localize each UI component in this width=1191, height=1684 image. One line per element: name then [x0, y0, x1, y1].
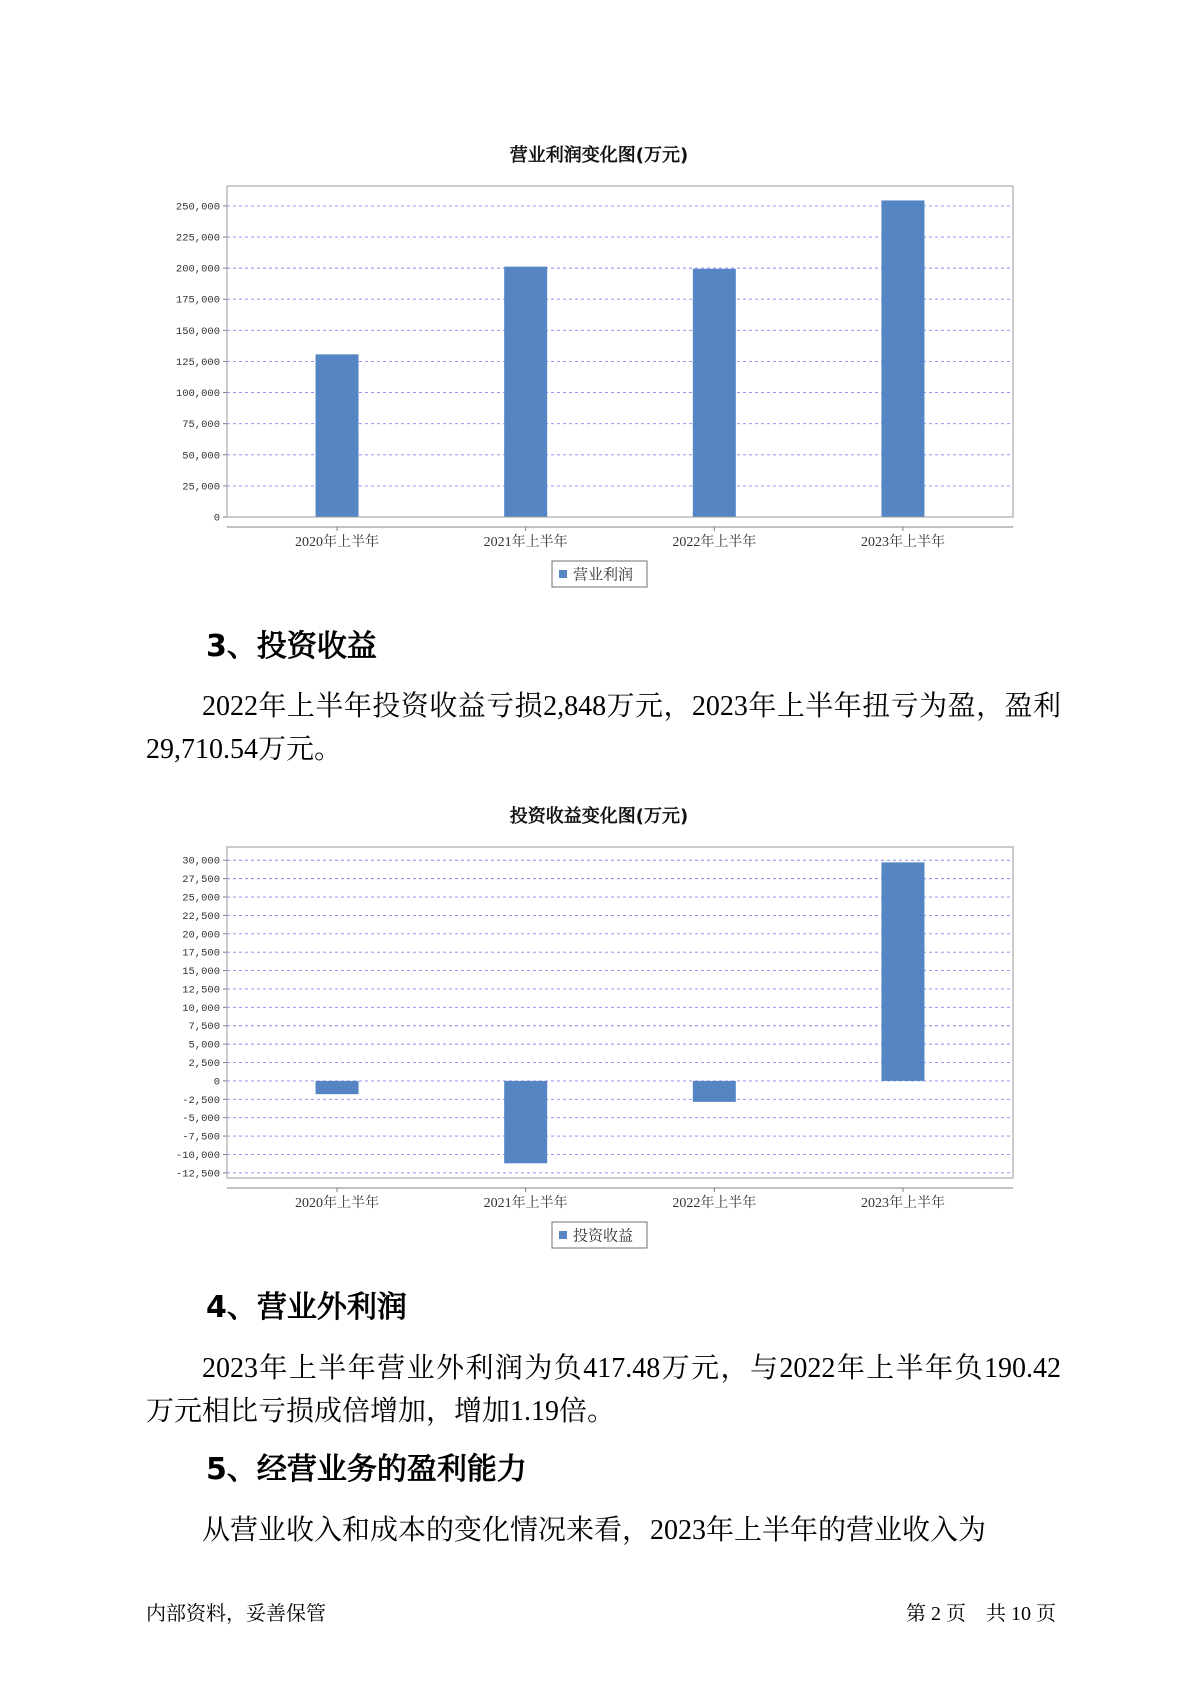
y-tick-label: 2,500: [188, 1058, 220, 1071]
y-tick-label: 5,000: [188, 1039, 220, 1052]
legend-swatch: [559, 570, 567, 578]
y-tick-label: 100,000: [175, 388, 220, 401]
y-tick-label: 22,500: [182, 910, 220, 923]
legend-swatch: [559, 1231, 567, 1239]
y-tick-label: 150,000: [175, 325, 220, 338]
y-tick-label: -12,500: [175, 1168, 220, 1181]
legend-label: 营业利润: [573, 567, 634, 584]
chart2-bar-3: [693, 1081, 736, 1102]
paragraph-line: 29,710.54万元。: [146, 734, 343, 765]
chart1-bar-4: [881, 200, 924, 517]
section-paragraph: [146, 1347, 1061, 1433]
y-tick-label: -10,000: [175, 1149, 220, 1162]
y-tick-label: 20,000: [182, 929, 220, 942]
operating-profit-chart: [0, 130, 1191, 600]
y-tick-label: 225,000: [175, 232, 220, 245]
x-tick-label: 2020年上半年: [295, 1196, 380, 1211]
chart1-bar-2: [504, 267, 547, 517]
y-tick-label: 0: [213, 1076, 220, 1089]
section-heading: 5、经营业务的盈利能力: [206, 1452, 527, 1487]
y-tick-label: 75,000: [182, 419, 220, 432]
section-heading: 3、投资收益: [206, 629, 377, 664]
chart1-bar-3: [693, 269, 736, 517]
x-tick-label: 2023年上半年: [860, 1196, 945, 1211]
footer-page-number: [906, 1602, 1056, 1626]
x-tick-label: 2023年上半年: [860, 535, 945, 550]
y-tick-label: -7,500: [182, 1131, 220, 1144]
legend-label: 投资收益: [573, 1228, 634, 1245]
chart1-bar-1: [316, 354, 359, 517]
y-tick-label: 10,000: [182, 1002, 220, 1015]
y-tick-label: 12,500: [182, 984, 220, 997]
y-tick-label: 175,000: [175, 294, 220, 307]
y-tick-label: 15,000: [182, 966, 220, 979]
section-paragraph: [146, 685, 1061, 771]
chart2-bar-2: [504, 1081, 547, 1163]
investment-income-chart: [0, 791, 1191, 1261]
paragraph-line: 2023年上半年营业外利润为负417.48万元，与2022年上半年负190.42: [202, 1353, 1061, 1384]
chart2-bar-4: [881, 862, 924, 1081]
section-heading: 4、营业外利润: [206, 1290, 407, 1325]
x-tick-label: 2022年上半年: [672, 1196, 757, 1211]
paragraph-line: 从营业收入和成本的变化情况来看，2023年上半年的营业收入为: [202, 1515, 987, 1546]
y-tick-label: 25,000: [182, 892, 220, 905]
y-tick-label: 250,000: [175, 201, 220, 214]
y-tick-label: 17,500: [182, 947, 220, 960]
current-page-label: 第 2 页: [906, 1603, 966, 1625]
paragraph-line: 万元相比亏损成倍增加，增加1.19倍。: [146, 1396, 616, 1427]
y-tick-label: 50,000: [182, 450, 220, 463]
x-tick-label: 2021年上半年: [483, 535, 568, 550]
legend: [552, 1222, 647, 1248]
chart-title: 营业利润变化图(万元): [509, 145, 689, 166]
y-tick-label: -2,500: [182, 1094, 220, 1107]
y-tick-label: 0: [213, 512, 220, 525]
y-tick-label: 27,500: [182, 874, 220, 887]
paragraph-line: 2022年上半年投资收益亏损2,848万元，2023年上半年扭亏为盈，盈利: [202, 691, 1061, 722]
y-tick-label: 125,000: [175, 356, 220, 369]
chart2-bar-1: [316, 1081, 359, 1094]
y-tick-label: 30,000: [182, 855, 220, 868]
y-tick-label: 200,000: [175, 263, 220, 276]
chart-title: 投资收益变化图(万元): [509, 806, 689, 827]
x-tick-label: 2022年上半年: [672, 535, 757, 550]
legend: [552, 561, 647, 587]
y-tick-label: 25,000: [182, 481, 220, 494]
x-tick-label: 2021年上半年: [483, 1196, 568, 1211]
y-tick-label: -5,000: [182, 1113, 220, 1126]
footer-confidential-note: 内部资料，妥善保管: [146, 1603, 326, 1625]
x-tick-label: 2020年上半年: [295, 535, 380, 550]
y-tick-label: 7,500: [188, 1021, 220, 1034]
section-paragraph: [146, 1509, 1061, 1552]
total-pages-label: 共 10 页: [986, 1603, 1056, 1625]
